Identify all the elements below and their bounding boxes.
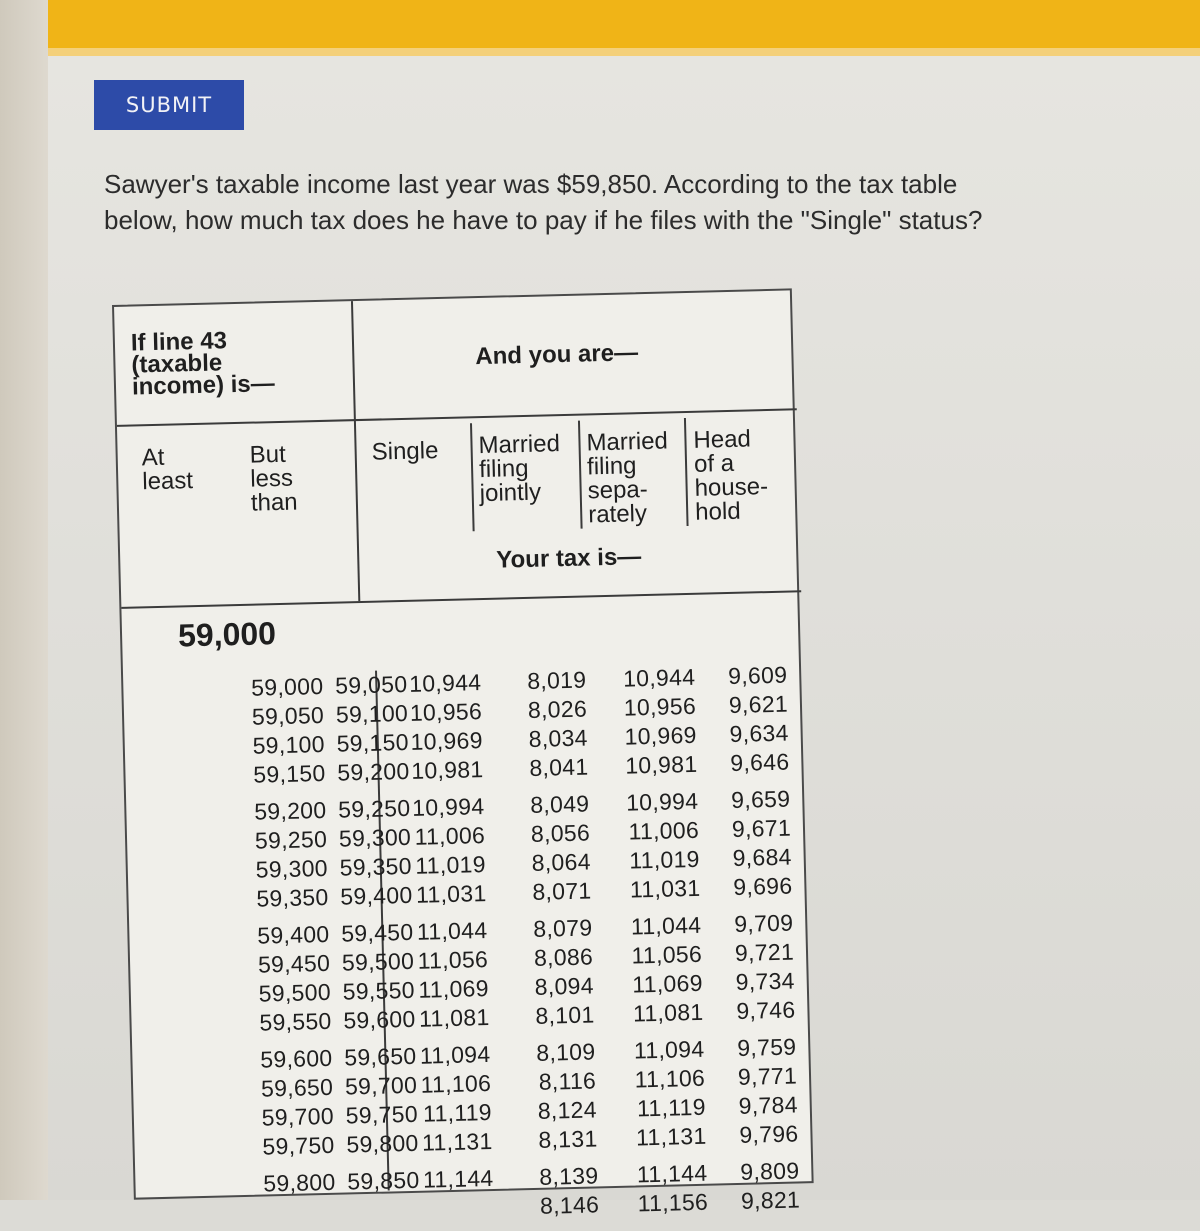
head-household-tax-cell: 9,746 xyxy=(736,996,796,1024)
head-household-tax-cell: 9,771 xyxy=(737,1062,798,1090)
divider-vertical-left-header xyxy=(351,301,360,601)
married-jointly-tax-cell: 8,094 xyxy=(534,972,595,1000)
at-least-cell: 59,650 xyxy=(260,1073,334,1102)
single-tax-cell: 11,131 xyxy=(421,1127,493,1156)
divider-married-married xyxy=(578,421,583,529)
at-least-cell: 59,750 xyxy=(262,1131,335,1160)
but-less-than-cell: 59,350 xyxy=(339,852,413,881)
single-tax-cell: 11,031 xyxy=(415,880,487,908)
but-less-than-cell: 59,100 xyxy=(335,699,409,728)
at-least-heading: At least xyxy=(141,443,194,496)
single-tax-cell: 11,069 xyxy=(418,975,490,1003)
header-accent-line xyxy=(48,48,1200,56)
single-tax-cell: 11,006 xyxy=(414,822,486,850)
married-separately-tax-cell: 10,956 xyxy=(623,692,697,721)
but-less-than-heading: But less than xyxy=(249,440,298,517)
divider-single-married xyxy=(470,423,475,531)
married-separately-tax-cell: 11,019 xyxy=(628,845,701,874)
question-text xyxy=(104,166,1184,238)
but-less-than-cell: 59,250 xyxy=(337,794,411,823)
married-jointly-tax-cell: 8,041 xyxy=(529,753,589,781)
married-separately-tax-cell: 10,944 xyxy=(622,663,696,692)
single-tax-cell: 10,956 xyxy=(409,698,483,726)
at-least-cell: 59,400 xyxy=(256,920,330,949)
head-household-tax-cell: 9,646 xyxy=(729,748,790,777)
married-separately-tax-cell: 11,106 xyxy=(634,1064,706,1093)
head-household-tax-cell: 9,696 xyxy=(733,872,793,900)
question-line-2: below, how much tax does he have to pay if he files with the "Single" status? xyxy=(104,205,983,235)
left-margin xyxy=(0,0,48,1200)
married-separately-tax-cell: 10,981 xyxy=(624,750,698,779)
married-jointly-tax-cell: 8,026 xyxy=(527,695,588,723)
but-less-than-cell: 59,600 xyxy=(343,1005,416,1034)
at-least-cell: 59,300 xyxy=(255,854,329,883)
but-less-than-cell: 59,150 xyxy=(336,728,410,757)
married-jointly-tax-cell: 8,116 xyxy=(538,1067,597,1095)
married-separately-tax-cell: 11,081 xyxy=(632,998,704,1027)
divider-married-head xyxy=(684,418,689,526)
and-you-are-heading: And you are— xyxy=(475,339,639,371)
married-separately-tax-cell: 11,131 xyxy=(635,1122,707,1151)
but-less-than-cell: 59,450 xyxy=(340,918,414,947)
single-tax-cell: 10,944 xyxy=(408,669,482,697)
but-less-than-cell: 59,050 xyxy=(334,670,408,699)
but-less-than-cell: 59,750 xyxy=(345,1100,419,1129)
single-tax-cell: 11,044 xyxy=(416,917,488,945)
head-household-tax-cell: 9,621 xyxy=(728,690,789,719)
at-least-cell: 59,000 xyxy=(250,672,324,701)
single-tax-cell: 11,056 xyxy=(417,946,489,974)
head-household-tax-cell: 9,759 xyxy=(736,1033,797,1061)
married-jointly-tax-cell: 8,049 xyxy=(529,790,590,818)
at-least-cell: 59,100 xyxy=(252,730,326,759)
but-less-than-cell: 59,400 xyxy=(340,881,413,910)
single-tax-cell: 10,981 xyxy=(410,756,484,784)
married-separately-tax-cell: 11,119 xyxy=(636,1093,707,1122)
head-household-tax-cell: 9,709 xyxy=(733,909,794,937)
married-jointly-tax-cell: 8,131 xyxy=(538,1125,598,1153)
at-least-cell: 59,200 xyxy=(253,796,327,825)
head-household-tax-cell: 9,784 xyxy=(738,1091,799,1119)
single-tax-cell: 11,019 xyxy=(415,851,487,879)
divider-horizontal-body xyxy=(121,590,801,609)
married-jointly-tax-cell: 8,101 xyxy=(535,1001,595,1029)
tax-table xyxy=(112,288,814,1219)
married-jointly-tax-cell: 8,034 xyxy=(528,724,589,752)
single-tax-cell: 11,094 xyxy=(419,1040,491,1069)
at-least-cell: 59,800 xyxy=(263,1168,336,1197)
married-jointly-heading: Married filing jointly xyxy=(478,430,561,508)
married-separately-tax-cell: 11,094 xyxy=(633,1035,705,1064)
at-least-cell: 59,500 xyxy=(258,978,332,1007)
at-least-cell: 59,550 xyxy=(259,1007,332,1036)
married-separately-tax-cell: 11,031 xyxy=(629,874,701,903)
head-household-tax-cell: 9,734 xyxy=(735,967,796,995)
married-separately-tax-cell: 11,056 xyxy=(631,940,703,969)
at-least-cell: 59,600 xyxy=(260,1044,333,1073)
at-least-cell: 59,350 xyxy=(256,883,329,912)
single-tax-cell: 10,994 xyxy=(411,793,485,821)
single-tax-cell: 11,081 xyxy=(418,1003,490,1032)
but-less-than-cell: 59,700 xyxy=(344,1071,418,1100)
but-less-than-cell: 59,500 xyxy=(341,947,415,976)
head-household-tax-cell: 9,609 xyxy=(727,661,788,690)
header-accent-bar xyxy=(48,0,1200,48)
your-tax-is-heading: Your tax is— xyxy=(496,543,642,574)
married-jointly-tax-cell: 8,019 xyxy=(526,666,587,694)
married-jointly-tax-cell: 8,086 xyxy=(533,943,594,971)
divider-horizontal-header xyxy=(117,408,797,427)
if-line-heading: If line 43 (taxable income) is— xyxy=(130,327,276,401)
married-jointly-tax-cell: 8,124 xyxy=(537,1096,598,1124)
single-heading: Single xyxy=(371,437,439,466)
single-tax-cell: 11,144 xyxy=(422,1164,494,1193)
but-less-than-cell: 59,800 xyxy=(346,1129,419,1158)
head-household-tax-cell: 9,809 xyxy=(739,1157,800,1185)
submit-button[interactable]: SUBMIT xyxy=(94,80,244,130)
at-least-cell: 59,050 xyxy=(251,701,325,730)
married-jointly-tax-cell: 8,056 xyxy=(530,819,591,847)
head-household-tax-cell: 9,671 xyxy=(731,814,792,843)
married-separately-tax-cell: 11,144 xyxy=(636,1159,708,1188)
married-separately-heading: Married filing sepa- rately xyxy=(586,427,669,529)
married-jointly-tax-cell: 8,109 xyxy=(536,1038,596,1066)
single-tax-cell: 11,119 xyxy=(422,1098,493,1127)
married-jointly-tax-cell: 8,071 xyxy=(532,877,592,905)
section-title: 59,000 xyxy=(177,615,277,654)
but-less-than-cell: 59,850 xyxy=(347,1166,420,1195)
but-less-than-cell: 59,200 xyxy=(337,757,410,786)
head-household-heading: Head of a house- hold xyxy=(693,425,769,526)
head-household-tax-cell: 9,796 xyxy=(739,1120,799,1148)
at-least-cell: 59,250 xyxy=(254,825,328,854)
married-jointly-tax-cell: 8,064 xyxy=(531,848,592,876)
head-household-tax-cell: 9,721 xyxy=(734,938,795,966)
single-tax-cell: 11,106 xyxy=(420,1069,492,1098)
married-separately-tax-cell: 11,069 xyxy=(631,969,704,998)
married-jointly-tax-cell: 8,139 xyxy=(539,1162,599,1190)
at-least-cell: 59,700 xyxy=(261,1102,335,1131)
question-line-1: Sawyer's taxable income last year was $59,850. According to the tax table xyxy=(104,169,958,199)
but-less-than-cell: 59,550 xyxy=(342,976,416,1005)
married-separately-tax-cell: 10,969 xyxy=(624,721,697,750)
head-household-tax-cell: 9,659 xyxy=(730,785,791,814)
married-jointly-tax-cell: 8,146 xyxy=(539,1191,600,1219)
married-separately-tax-cell: 10,994 xyxy=(625,787,699,816)
married-separately-tax-cell: 11,006 xyxy=(628,816,700,845)
married-separately-tax-cell: 11,156 xyxy=(637,1188,709,1217)
married-jointly-tax-cell: 8,079 xyxy=(532,914,593,942)
married-separately-tax-cell: 11,044 xyxy=(630,911,702,940)
head-household-tax-cell: 9,821 xyxy=(740,1186,801,1214)
head-household-tax-cell: 9,634 xyxy=(729,719,789,748)
but-less-than-cell: 59,650 xyxy=(343,1042,417,1071)
single-tax-cell: 10,969 xyxy=(410,727,484,755)
at-least-cell: 59,150 xyxy=(253,759,326,788)
head-household-tax-cell: 9,684 xyxy=(732,843,792,871)
but-less-than-cell: 59,300 xyxy=(338,823,412,852)
at-least-cell: 59,450 xyxy=(257,949,331,978)
